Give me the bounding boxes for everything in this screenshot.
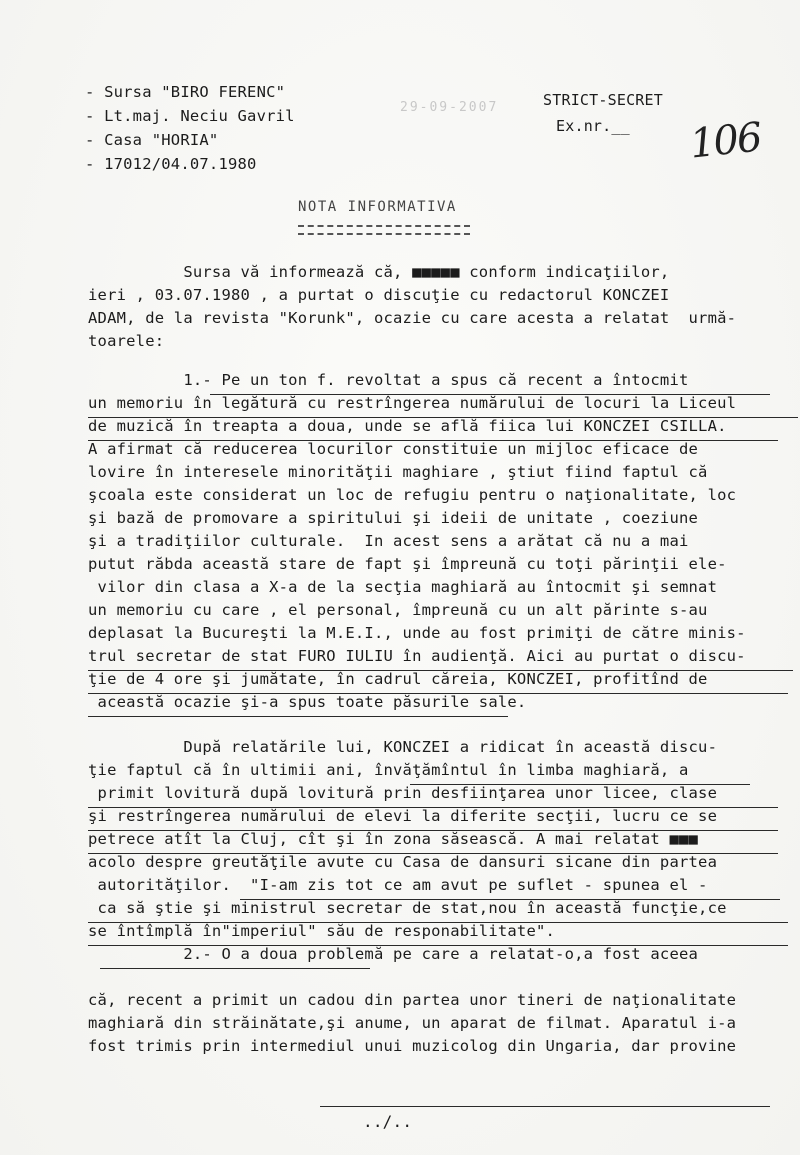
body-line: de muzică în treapta a doua, unde se află fiica lui KONCZEI CSILLA. — [88, 417, 727, 435]
body-line: ţie de 4 ore şi jumătate, în cadrul căreia, KONCZEI, profitînd de — [88, 670, 708, 688]
body-line: autorităţilor. "I-am zis tot ce am avut pe suflet - spunea el - — [88, 876, 708, 894]
handwritten-underline — [88, 830, 778, 831]
handwritten-underline — [88, 853, 778, 854]
body-line: toarele: — [88, 332, 165, 350]
body-line: maghiară din străinătate,şi anume, un aparat de filmat. Aparatul i-a — [88, 1014, 737, 1032]
body-line: ieri , 03.07.1980 , a purtat o discuţie cu redactorul KONCZEI — [88, 286, 670, 304]
body-line: fost trimis prin intermediul unui muzicolog din Ungaria, dar provine — [88, 1037, 737, 1055]
handwritten-underline — [88, 922, 788, 923]
body-line: A afirmat că reducerea locurilor constituie un mijloc eficace de — [88, 440, 699, 458]
body-line: ADAM, de la revista "Korunk", ocazie cu care acesta a relatat urmă- — [88, 309, 737, 327]
body-line: După relatările lui, KONCZEI a ridicat în această discu- — [88, 738, 718, 756]
body-line: şi a tradiţiilor culturale. In acest sens a arătat că nu a mai — [88, 532, 689, 550]
body-line: 2.- O a doua problemă pe care a relatat-o,a fost aceea — [88, 945, 699, 963]
copy-number-label: Ex.nr.__ — [556, 117, 630, 135]
body-line: se întîmplă în"imperiul" său de responabilitate". — [88, 922, 556, 940]
handwritten-underline — [88, 417, 798, 418]
body-line: şi bază de promovare a spiritului şi ideii de unitate , coeziune — [88, 509, 699, 527]
body-line: 1.- Pe un ton f. revoltat a spus că recent a întocmit — [88, 371, 689, 389]
archive-date-stamp: 29-09-2007 — [400, 100, 499, 115]
header-source-line: - Sursa "BIRO FERENC" — [85, 83, 286, 101]
handwritten-underline — [88, 670, 793, 671]
handwritten-underline — [88, 693, 788, 694]
body-line: putut răbda această stare de fapt şi împreună cu toţi părinţii ele- — [88, 555, 727, 573]
body-line: trul secretar de stat FURO IULIU în audienţă. Aici au purtat o discu- — [88, 647, 746, 665]
header-house-line: - Casa "HORIA" — [85, 131, 219, 149]
handwritten-underline — [88, 716, 508, 717]
header-reference-line: - 17012/04.07.1980 — [85, 155, 257, 173]
body-line: şcoala este considerat un loc de refugiu pentru o naţionalitate, loc — [88, 486, 737, 504]
continuation-mark: ../.. — [363, 1112, 413, 1131]
body-line: vilor din clasa a X-a de la secţia maghiară au întocmit şi semnat — [88, 578, 718, 596]
handwritten-underline — [100, 968, 370, 969]
document-title: NOTA INFORMATIVA — [298, 199, 457, 215]
body-line: ţie faptul că în ultimii ani, învăţămîntul în limba maghiară, a — [88, 761, 689, 779]
handwritten-underline — [410, 784, 750, 785]
body-line: această ocazie şi-a spus toate păsurile sale. — [88, 693, 527, 711]
body-line: deplasat la Bucureşti la M.E.I., unde au fost primiţi de către minis- — [88, 624, 746, 642]
body-line: acolo despre greutăţile avute cu Casa de dansuri sicane din partea — [88, 853, 718, 871]
handwritten-underline — [320, 1106, 770, 1107]
classification-label: STRICT-SECRET — [543, 91, 663, 109]
body-line: şi restrîngerea numărului de elevi la diferite secţii, lucru ce se — [88, 807, 718, 825]
body-line: petrece atît la Cluj, cît şi în zona săsească. A mai relatat ■■■ — [88, 830, 699, 848]
handwritten-underline — [88, 440, 778, 441]
title-underline — [298, 225, 470, 235]
body-line: că, recent a primit un cadou din partea unor tineri de naţionalitate — [88, 991, 737, 1009]
handwritten-underline — [88, 807, 778, 808]
body-line: lovire în interesele minorităţii maghiare , ştiut fiind faptul că — [88, 463, 708, 481]
handwritten-page-number: 106 — [687, 114, 763, 168]
body-line: primit lovitură după lovitură prin desfiinţarea unor licee, clase — [88, 784, 718, 802]
handwritten-underline — [240, 899, 780, 900]
body-line: ca să ştie şi ministrul secretar de stat,nou în această funcţie,ce — [88, 899, 727, 917]
body-line: un memoriu în legătură cu restrîngerea numărului de locuri la Liceul — [88, 394, 737, 412]
handwritten-underline — [210, 394, 770, 395]
body-line: Sursa vă informează că, ■■■■■ conform indicaţiilor, — [88, 263, 670, 281]
header-officer-line: - Lt.maj. Neciu Gavril — [85, 107, 295, 125]
body-line: un memoriu cu care , el personal, împreună cu un alt părinte s-au — [88, 601, 708, 619]
handwritten-underline — [88, 945, 788, 946]
